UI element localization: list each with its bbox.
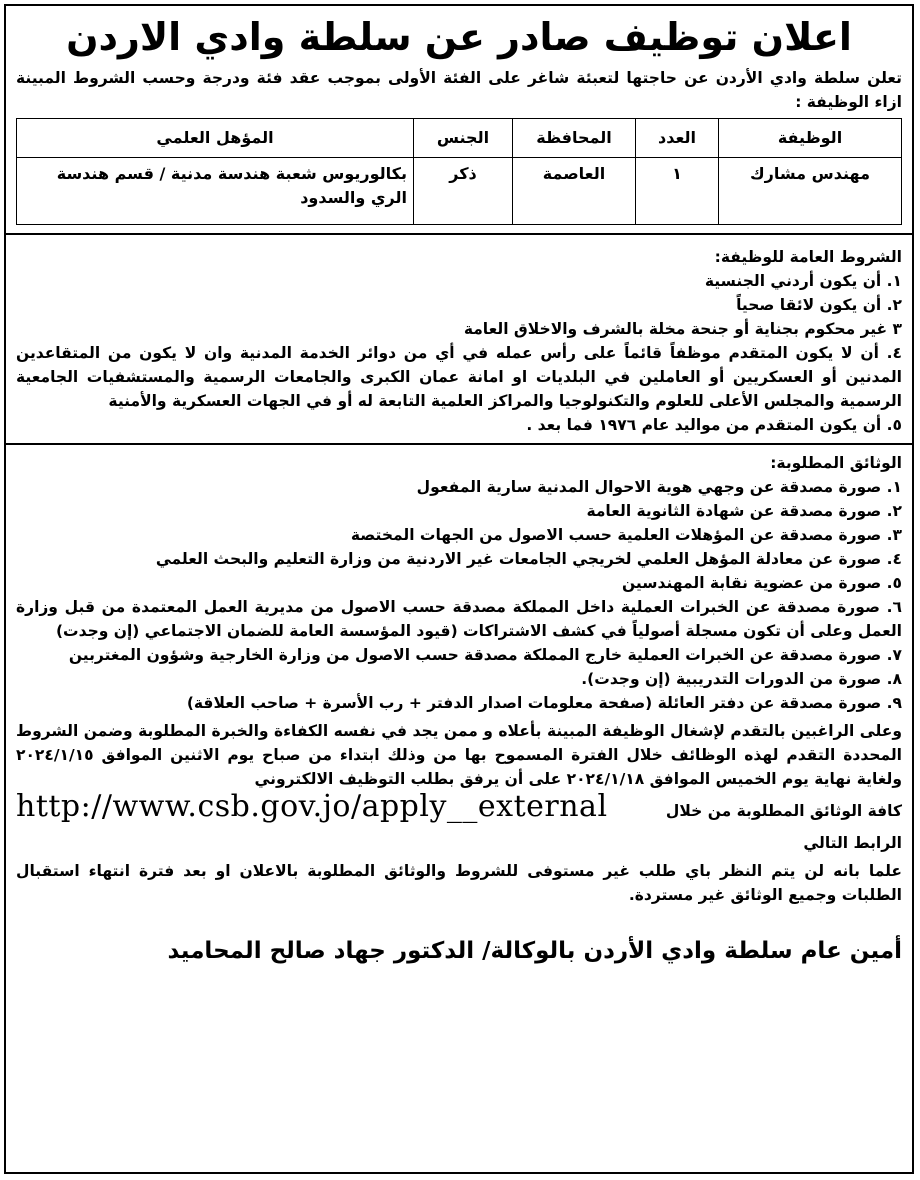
list-item: ٧. صورة مصدقة عن الخبرات العملية خارج المملكة مصدقة حسب الاصول من وزارة الخارجية وشؤون المغتربين xyxy=(68,646,902,664)
cell-gender: ذكر xyxy=(414,158,513,225)
list-item: ٦. صورة مصدقة عن الخبرات العملية داخل المملكة مصدقة حسب الاصول من مديرية العمل المعتمدة من قبل وزارة العمل وعلى أن تكون مسجلة أصولياً في كشف الاشتراكات (قيود المؤسسة العامة للضمان الاجتماعي (إن وجدت) xyxy=(16,598,902,640)
closing-paragraph: وعلى الراغبين بالتقدم لإشغال الوظيفة المبينة بأعلاه و ممن يجد في نفسه الكفاءة والخبرة المطلوبة وضمن الشروط المحددة التقدم لهذه الوظائف خلال الفترة المسموح بها من وذلك ابتداء من صباح يوم الاثنين الموافق ٢٠٢٤/١/١٥ ولغاية نهاية يوم الخميس الموافق ٢٠٢٤/١/١٨ على أن يرفق بطلب التوظيف الالكتروني xyxy=(16,722,902,788)
header-governorate: المحافظة xyxy=(513,119,636,158)
header-qualification: المؤهل العلمي xyxy=(17,119,414,158)
link-prefix: كافة الوثائق المطلوبة من خلال الرابط التالي xyxy=(665,802,902,852)
jobs-table xyxy=(16,118,902,225)
cell-governorate: العاصمة xyxy=(513,158,636,225)
list-item: ٢. أن يكون لائقا صحياً xyxy=(736,296,902,314)
list-item: ٢. صورة مصدقة عن شهادة الثانوية العامة xyxy=(586,502,902,520)
advertisement-page xyxy=(4,4,914,1174)
page-title: اعلان توظيف صادر عن سلطة وادي الاردن xyxy=(66,15,852,59)
header-job: الوظيفة xyxy=(719,119,902,158)
list-item: ٣. صورة مصدقة عن المؤهلات العلمية حسب الاصول من الجهات المختصة xyxy=(350,526,902,544)
application-link-line xyxy=(16,791,902,859)
cell-job: مهندس مشارك xyxy=(719,158,902,225)
header-gender: الجنس xyxy=(414,119,513,158)
list-item: ٥. أن يكون المتقدم من مواليد عام ١٩٧٦ فما بعد . xyxy=(526,416,902,434)
signature-line: أمين عام سلطة وادي الأردن بالوكالة/ الدكتور جهاد صالح المحاميد xyxy=(167,938,902,964)
cell-count: ١ xyxy=(636,158,719,225)
list-item: ٨. صورة من الدورات التدريبية (إن وجدت). xyxy=(581,670,902,688)
documents-list xyxy=(16,475,902,715)
list-item: ٥. صورة من عضوية نقابة المهندسين xyxy=(621,574,902,592)
table-row xyxy=(17,158,902,225)
documents-title: الوثائق المطلوبة: xyxy=(770,454,902,472)
table-header-row xyxy=(17,119,902,158)
list-item: ١. صورة مصدقة عن وجهي هوية الاحوال المدنية سارية المفعول xyxy=(416,478,902,496)
cell-qualification: بكالوريوس شعبة هندسة مدنية / قسم هندسة الري والسدود xyxy=(17,158,414,225)
list-item: ٤. أن لا يكون المتقدم موظفاً قائماً على رأس عمله في أي من دوائر الخدمة المدنية وان لا يكون من المتقاعدين المدنين أو العسكريين أو العاملين في البلديات او امانة عمان الكبرى والجامعات الرسمية والمستشفيات الجامعية الرسمية والمجلس الأعلى للعلوم والتكنولوجيا والمراكز العلمية التابعة له أو في الجهات العسكرية والأمنية xyxy=(16,344,902,410)
header-count: العدد xyxy=(636,119,719,158)
application-url-link[interactable]: http://www.csb.gov.jo/apply__external xyxy=(16,789,608,824)
conditions-title: الشروط العامة للوظيفة: xyxy=(714,248,902,266)
list-item: ٩. صورة مصدقة عن دفتر العائلة (صفحة معلومات اصدار الدفتر + رب الأسرة + صاحب العلاقة) xyxy=(186,694,902,712)
intro-paragraph: تعلن سلطة وادي الأردن عن حاجتها لتعبئة شاغر على الفئة الأولى بموجب عقد فئة ودرجة وحسب الشروط المبينة ازاء الوظيفة : xyxy=(16,69,902,111)
divider xyxy=(6,443,912,445)
conditions-list xyxy=(16,269,902,437)
closing-note: علما بانه لن يتم النظر باي طلب غير مستوفى للشروط والوثائق المطلوبة بالاعلان او بعد فترة انتهاء استقبال الطلبات وجميع الوثائق غير مستردة. xyxy=(16,862,902,904)
list-item: ١. أن يكون أردني الجنسية xyxy=(704,272,902,290)
list-item: ٤. صورة عن معادلة المؤهل العلمي لخريجي الجامعات غير الاردنية من وزارة التعليم والبحث العلمي xyxy=(155,550,902,568)
divider xyxy=(6,233,912,235)
list-item: ٣ غير محكوم بجناية أو جنحة مخلة بالشرف والاخلاق العامة xyxy=(463,320,902,338)
